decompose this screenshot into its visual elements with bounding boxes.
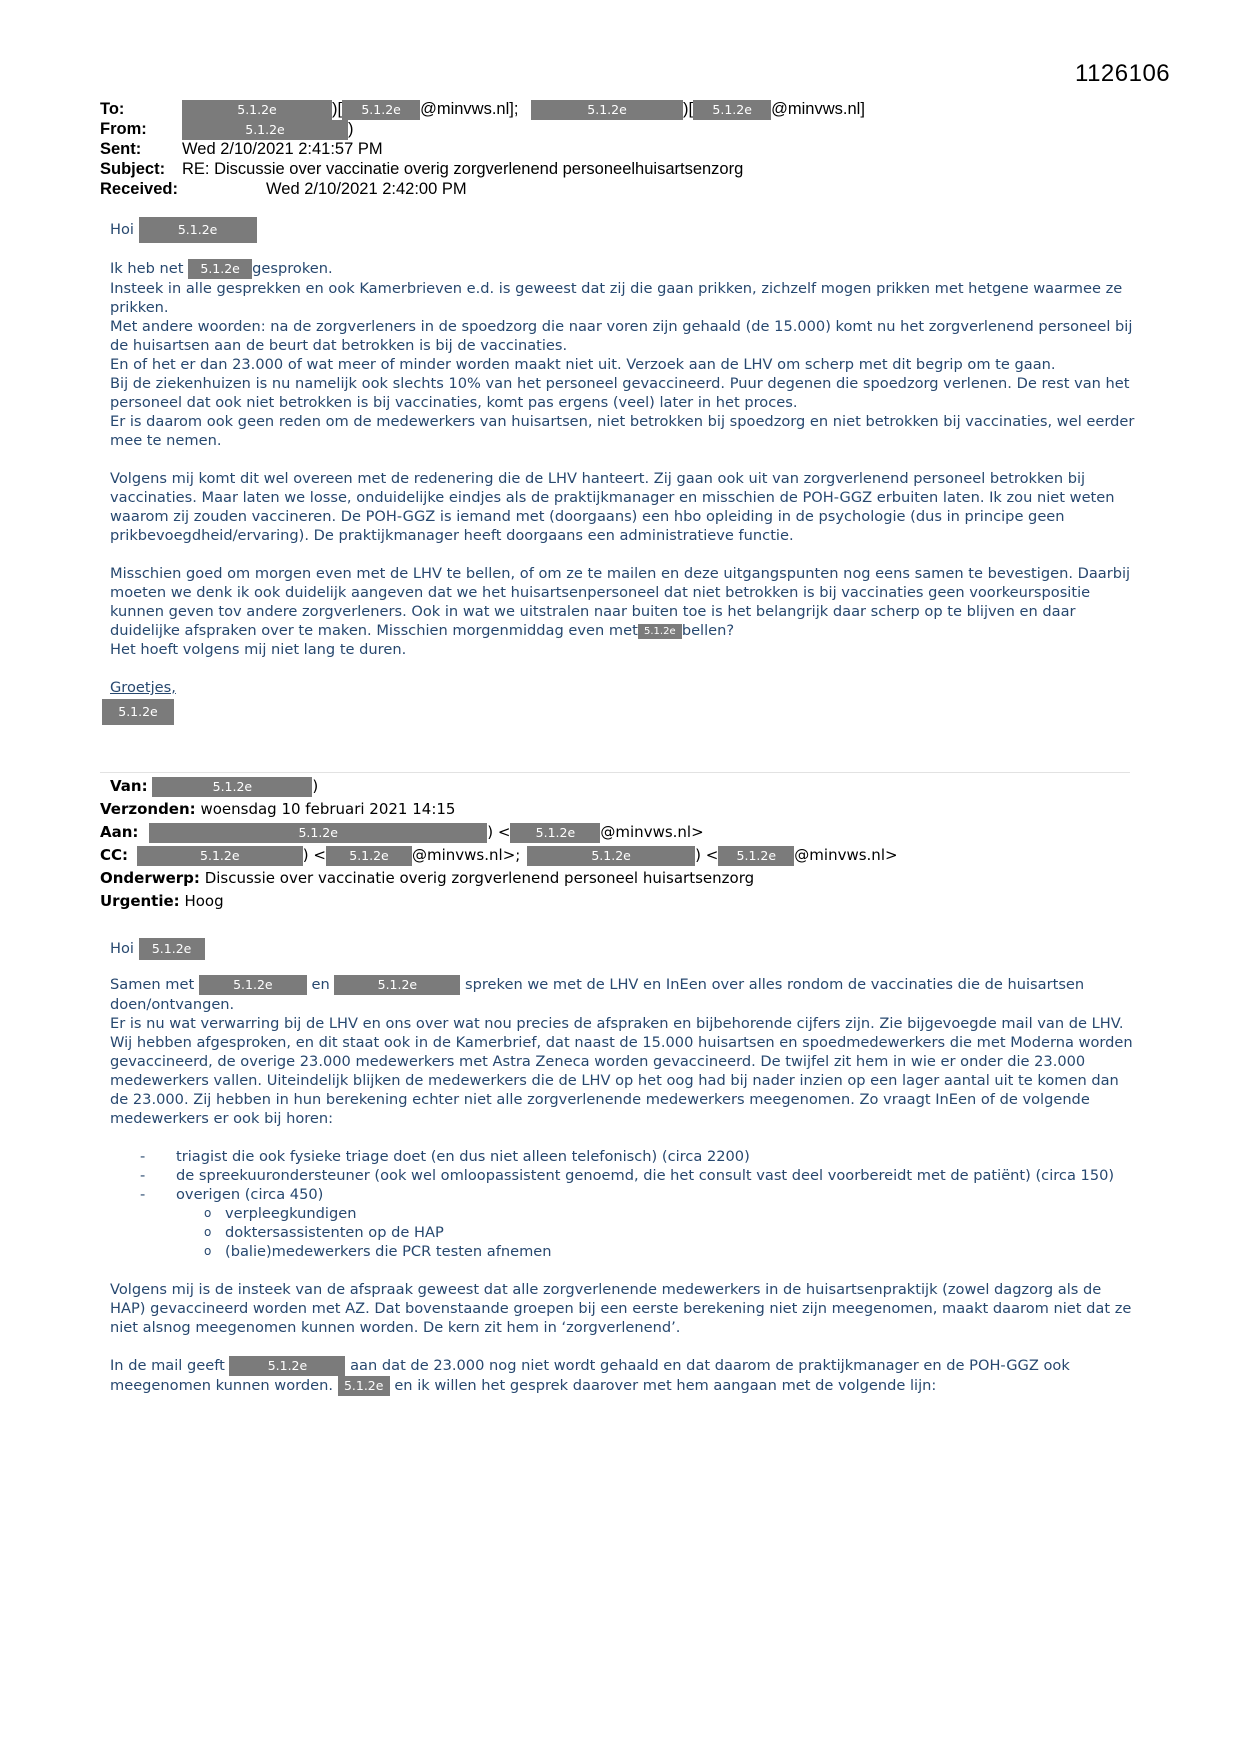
orig-greeting: Hoi <box>110 940 134 957</box>
signature-redaction: 5.1.2e <box>102 699 174 725</box>
redaction: 5.1.2e <box>199 975 307 995</box>
onderwerp-label: Onderwerp: <box>100 869 200 887</box>
received-label: Received: <box>100 180 178 198</box>
cc-row <box>100 844 1200 866</box>
sent-label: Sent: <box>100 140 142 158</box>
redaction: 5.1.2e <box>152 777 312 797</box>
reply-para-3: En of het er dan 23.000 of wat meer of minder worden maakt niet uit. Verzoek aan de LHV om scherp met dit begrip om te gaan. <box>110 356 1056 373</box>
orig-para-1: Er is nu wat verwarring bij de LHV en ons over wat nou precies de afspraken en bijbehorende cijfers zijn. Zie bijgevoegde mail van de LHV. <box>110 1015 1124 1032</box>
bracket: ) <box>348 120 354 138</box>
from-label: From: <box>100 120 147 138</box>
redaction: 5.1.2e <box>149 823 487 843</box>
reply-para-5: Er is daarom ook geen reden om de medewerkers van huisartsen, niet betrokken bij spoedzorg en niet betrokken bij vaccinaties, wel eerder mee te nemen. <box>110 413 1135 449</box>
urgentie-label: Urgentie: <box>100 892 180 910</box>
reply-para-6: Volgens mij komt dit wel overeen met de redenering die de LHV hanteert. Zij gaan ook uit van zorgverlenend personeel betrokken bij vaccinaties. Maar laten we losse, onduidelijke eindjes als de praktijkmanager en misschien de POH-GGZ erbuiten laten. Ik zou niet weten waarom zij zouden vaccineren. De POH-GGZ is iemand met (doorgaans) een hbo opleiding in de psychologie (dus in principe geen prikbevoegdheid/ervaring). De praktijkmanager heeft doorgaans een administratieve functie. <box>110 470 1115 544</box>
sent-value: Wed 2/10/2021 2:41:57 PM <box>182 140 383 158</box>
onderwerp-row <box>100 867 1200 889</box>
redaction: 5.1.2e <box>139 217 257 243</box>
orig-para-3: Volgens mij is de insteek van de afspraak geweest dat alle zorgverlenende medewerkers in de huisartsenpraktijk (zowel dagzorg als de HAP) gevaccineerd worden met AZ. Dat bovenstaande groepen bij een eerste berekening niet zijn meegenomen, maakt daarom niet dat ze niet alsnog meegenomen kunnen worden. De kern zit hem in ‘zorgverlenend’. <box>110 1281 1132 1336</box>
urgentie-value: Hoog <box>184 892 224 910</box>
van-label: Van: <box>110 777 148 795</box>
bracket: )[ <box>332 100 343 118</box>
document-number: 1126106 <box>1075 60 1171 87</box>
redaction: 5.1.2e <box>638 624 682 639</box>
orig-para-4a: In de mail geeft <box>110 1357 225 1374</box>
redaction: 5.1.2e <box>693 100 771 120</box>
redaction: 5.1.2e <box>342 100 420 120</box>
redaction: 5.1.2e <box>718 846 794 866</box>
urgentie-row <box>100 890 1200 912</box>
redaction: 5.1.2e <box>338 1376 390 1396</box>
to-domain-1: @minvws.nl]; <box>420 100 519 118</box>
aan-domain: @minvws.nl> <box>600 823 704 841</box>
to-row <box>100 99 1200 119</box>
redaction: 5.1.2e <box>182 100 332 120</box>
aan-label: Aan: <box>100 823 139 841</box>
verzonden-row <box>100 798 1200 820</box>
redaction: 5.1.2e <box>182 120 348 140</box>
subject-row <box>100 159 1200 179</box>
received-row <box>100 179 1200 199</box>
received-value: Wed 2/10/2021 2:42:00 PM <box>266 180 467 198</box>
reply-para-4: Bij de ziekenhuizen is nu namelijk ook slechts 10% van het personeel gevaccineerd. Puur degenen die spoedzorg verlenen. De rest van het personeel dat ook niet betrokken is bij vaccinaties, komt pas ergens (veel) later in het proces. <box>110 375 1130 411</box>
reply-greeting: Hoi <box>110 221 134 238</box>
redaction: 5.1.2e <box>527 846 695 866</box>
verzonden-value: woensdag 10 februari 2021 14:15 <box>200 800 456 818</box>
redaction: 5.1.2e <box>137 846 303 866</box>
paren: ) <box>312 777 319 795</box>
redaction: 5.1.2e <box>139 938 205 960</box>
redaction: 5.1.2e <box>188 259 252 279</box>
separator-line <box>100 772 1130 773</box>
redaction: 5.1.2e <box>531 100 683 120</box>
original-body <box>110 937 1140 1396</box>
sub-list-item: o verpleegkundigen <box>204 1205 357 1222</box>
lt: ) < <box>487 823 511 841</box>
reply-para-7b: bellen? <box>681 622 735 639</box>
cc-domain-2: @minvws.nl> <box>794 846 898 864</box>
aan-row <box>100 821 1200 843</box>
sent-row <box>100 139 1200 159</box>
reply-line-1b: gesproken. <box>252 260 333 277</box>
list-item: - triagist die ook fysieke triage doet (en dus niet alleen telefonisch) (circa 2200) <box>140 1148 750 1165</box>
orig-para-4b: aan dat de 23.000 nog niet wordt gehaald en dat daarom de praktijkmanager en de POH-GGZ ook meegenomen kunnen worden. <box>110 1357 1070 1394</box>
van-row <box>100 775 1200 797</box>
sub-list-item: o doktersassistenten op de HAP <box>204 1224 444 1241</box>
orig-samen-a: Samen met <box>110 976 195 993</box>
list-item: - overigen (circa 450) <box>140 1186 324 1203</box>
orig-para-2: Wij hebben afgesproken, en dit staat ook in de Kamerbrief, dat naast de 15.000 huisartsen en spoedmedewerkers die met Moderna worden gevaccineerd, de overige 23.000 medewerkers met Astra Zeneca worden gevaccineerd. De twijfel zit hem in wie er onder die 23.000 medewerkers vallen. Uiteindelijk blijken de medewerkers die de LHV op het oog had bij nader inzien op een lager aantal uit te komen dan de 23.000. Zij hebben in hun berekening echter niet alle zorgverlenende medewerkers meegenomen. Zo vraagt InEen of de volgende medewerkers er ook bij horen: <box>110 1034 1133 1127</box>
list-item: - de spreekuurondersteuner (ook wel omloopassistent genoemd, die het consult vast deel voorbereidt met de patiënt) (circa 150) <box>140 1167 1115 1184</box>
reply-para-7a: Misschien goed om morgen even met de LHV te bellen, of om ze te mailen en deze uitgangspunten nog eens samen te bevestigen. Daarbij moeten we denk ik ook duidelijk aangeven dat we het huisartsenpersoneel dat niet betrokken is bij vaccinaties geen voorkeurspositie kunnen geven tov andere zorgverleners. Ook in wat we uitstralen naar buiten toe is het belangrijk daar scherp op te blijven en daar duidelijke afspraken over te maken. Misschien morgenmiddag even met <box>110 565 1131 639</box>
from-row <box>100 119 1200 139</box>
sub-list-item: o (balie)medewerkers die PCR testen afnemen <box>204 1243 552 1260</box>
orig-samen-b: spreken we met de LHV en InEen over alles rondom de vaccinaties die de huisartsen doen/ontvangen. <box>110 976 1085 1013</box>
lt: ) < <box>302 846 326 864</box>
bracket: )[ <box>683 100 694 118</box>
reply-line-1a: Ik heb net <box>110 260 184 277</box>
verzonden-label: Verzonden: <box>100 800 196 818</box>
redaction: 5.1.2e <box>326 846 412 866</box>
cc-domain-1: @minvws.nl>; <box>412 846 521 864</box>
orig-para-4c: en ik willen het gesprek daarover met hem aangaan met de volgende lijn: <box>394 1377 937 1394</box>
cc-label: CC: <box>100 846 129 864</box>
to-domain-2: @minvws.nl] <box>771 100 865 118</box>
reply-body <box>110 217 1140 725</box>
redaction: 5.1.2e <box>334 975 460 995</box>
onderwerp-value: Discussie over vaccinatie overig zorgverlenend personeel huisartsenzorg <box>204 869 755 887</box>
reply-para-7c: Het hoeft volgens mij niet lang te duren. <box>110 641 407 658</box>
subject-label: Subject: <box>100 160 166 178</box>
redaction: 5.1.2e <box>510 823 600 843</box>
to-label: To: <box>100 100 125 118</box>
reply-para-2: Met andere woorden: na de zorgverleners in de spoedzorg die naar voren zijn gehaald (de 15.000) komt nu het zorgverlenend personeel bij de huisartsen aan de beurt dat betrokken is bij de vaccinaties. <box>110 318 1133 354</box>
lt: ) < <box>695 846 719 864</box>
reply-closing: Groetjes, <box>110 679 176 696</box>
orig-samen-en: en <box>311 976 330 993</box>
reply-para-1: Insteek in alle gesprekken en ook Kamerbrieven e.d. is geweest dat zij die gaan prikken, zichzelf mogen prikken met hetgene waarmee ze prikken. <box>110 280 1123 316</box>
subject-value: RE: Discussie over vaccinatie overig zorgverlenend personeelhuisartsenzorg <box>182 160 744 178</box>
redaction: 5.1.2e <box>229 1356 345 1376</box>
